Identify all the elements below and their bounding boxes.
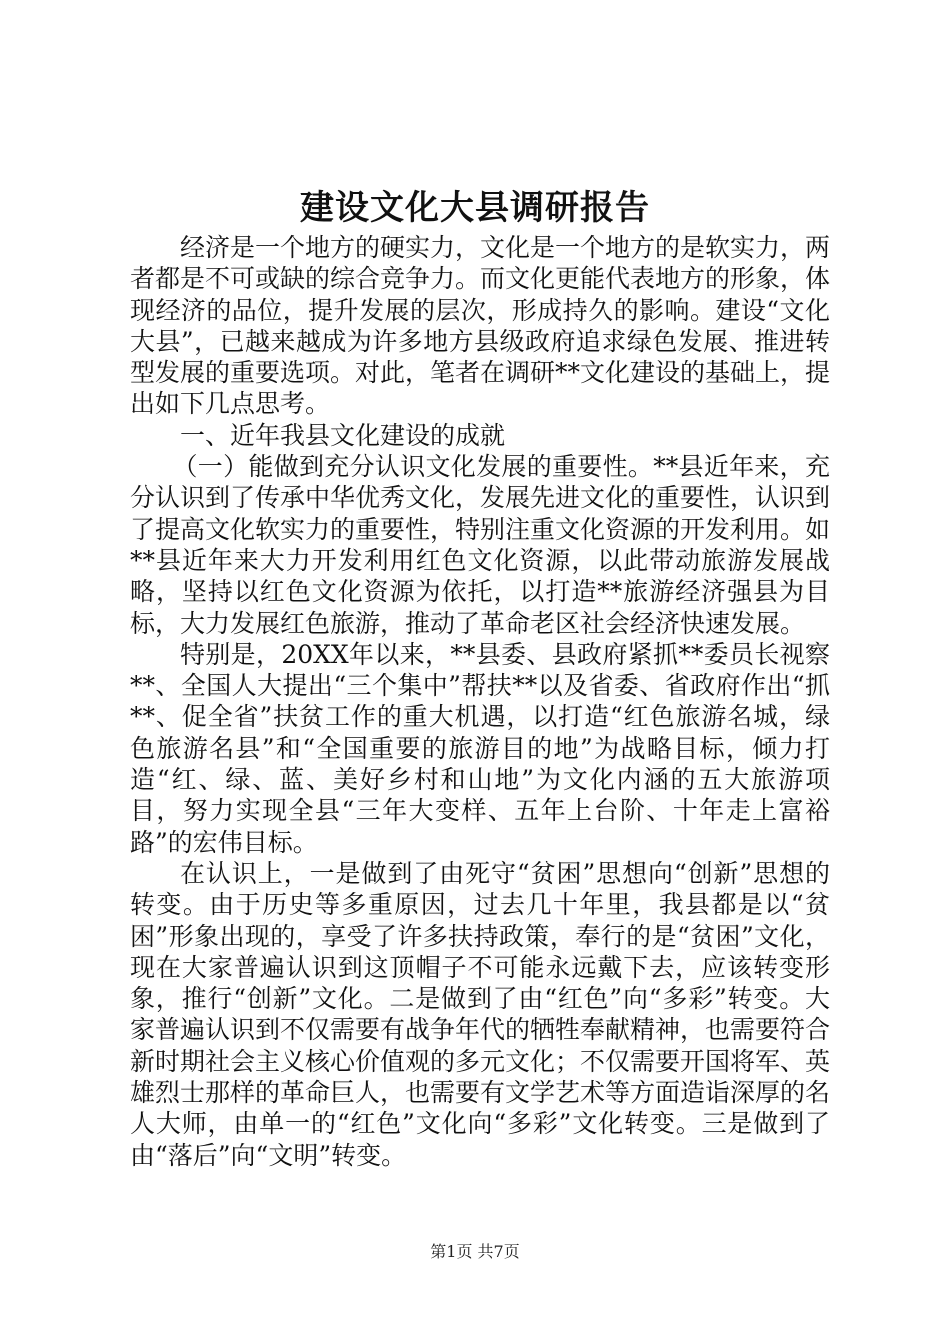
document-body [130, 232, 830, 1171]
section-heading: 一、近年我县文化建设的成就 [180, 420, 506, 450]
intro-paragraph: 经济是一个地方的硬实力，文化是一个地方的是软实力，两者都是不可或缺的综合竞争力。而文化更能代表地方的形象，体现经济的品位，提升发展的层次，形成持久的影响。建设“文化大县”，已越来越成为许多地方县级政府追求绿色发展、推进转型发展的重要选项。对此，笔者在调研**文化建设的基础上，提出如下几点思考。 [130, 233, 831, 419]
body-paragraph: 在认识上，一是做到了由死守“贫困”思想向“创新”思想的转变。由于历史等多重原因，过去几十年里，我县都是以“贫困”形象出现的，享受了许多扶持政策，奉行的是“贫困”文化，现在大家普遍认识到这顶帽子不可能永远戴下去，应该转变形象，推行“创新”文化。二是做到了由“红色”向“多彩”转变。大家普遍认识到不仅需要有战争年代的牺牲奉献精神，也需要符合新时期社会主义核心价值观的多元文化；不仅需要开国将军、英雄烈士那样的革命巨人，也需要有文学艺术等方面造诣深厚的名人大师，由单一的“红色”文化向“多彩”文化转变。三是做到了由“落后”向“文明”转变。 [130, 858, 831, 1170]
subsection-paragraph: （一）能做到充分认识文化发展的重要性。**县近年来，充分认识到了传承中华优秀文化，发展先进文化的重要性，认识到了提高文化软实力的重要性，特别注重文化资源的开发利用。如**县近年来大力开发利用红色文化资源，以此带动旅游发展战略，坚持以红色文化资源为依托，以打造**旅游经济强县为目标，大力发展红色旅游，推动了革命老区社会经济快速发展。 [130, 452, 831, 638]
document-title: 建设文化大县调研报告 [300, 188, 650, 228]
page-footer: 第1页 共7页 [430, 1242, 520, 1261]
body-paragraph: 特别是，20XX年以来，**县委、县政府紧抓**委员长视察**、全国人大提出“三个集中”帮扶**以及省委、省政府作出“抓**、促全省”扶贫工作的重大机遇，以打造“红色旅游名城，绿色旅游名县”和“全国重要的旅游目的地”为战略目标，倾力打造“红、绿、蓝、美好乡村和山地”为文化内涵的五大旅游项目，努力实现全县“三年大变样、五年上台阶、十年走上富裕路”的宏伟目标。 [130, 639, 830, 857]
